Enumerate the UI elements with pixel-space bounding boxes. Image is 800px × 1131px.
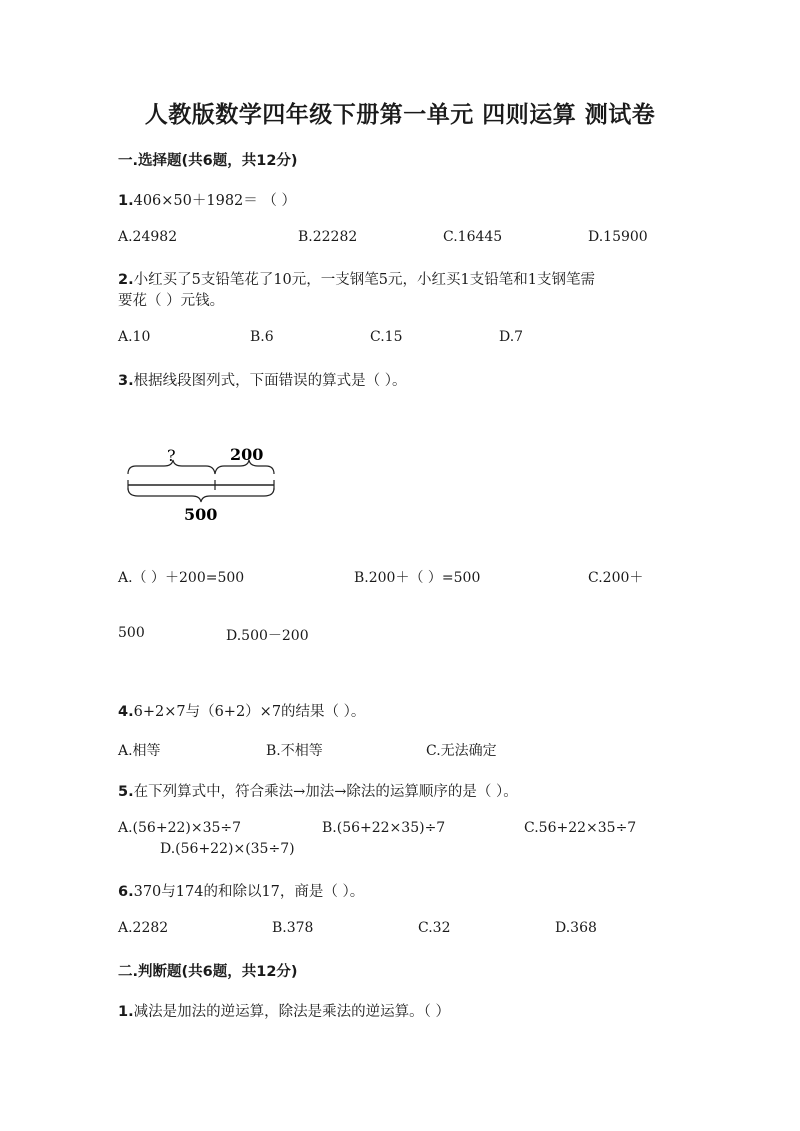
option-a: A.相等 xyxy=(118,743,161,759)
option-c-continued: 500 xyxy=(118,625,145,641)
option-d: D.500－200 xyxy=(226,628,309,644)
option-b: B.不相等 xyxy=(266,743,323,759)
total-brace xyxy=(128,488,274,502)
question-text: 6+2×7与（6+2）×7的结果（ ）。 xyxy=(133,704,366,720)
question-6 xyxy=(118,880,364,901)
option-d: D.15900 xyxy=(588,229,648,245)
option-c: C.32 xyxy=(418,920,451,936)
question-3 xyxy=(118,369,406,390)
page-title: 人教版数学四年级下册第一单元 四则运算 测试卷 xyxy=(144,102,656,128)
part-label: 200 xyxy=(230,445,264,464)
option-c: C.56+22×35÷7 xyxy=(524,820,637,836)
question-text: 减法是加法的逆运算，除法是乘法的逆运算。（ ） xyxy=(133,1004,450,1020)
question-number: 5. xyxy=(118,784,134,800)
question-number: 2. xyxy=(118,272,134,288)
question-number: 3. xyxy=(118,373,134,389)
total-label: 500 xyxy=(184,505,218,524)
option-b: B.22282 xyxy=(298,229,358,245)
option-a: A.2282 xyxy=(118,920,169,936)
option-b: B.(56+22×35)÷7 xyxy=(322,820,446,836)
question-text-line1: 小红买了5支铅笔花了10元，一支钢笔5元，小红买1支铅笔和1支钢笔需 xyxy=(133,272,595,288)
option-c: C.200＋ xyxy=(588,570,644,586)
question-number: 6. xyxy=(118,884,134,900)
option-d: D.(56+22)×(35÷7) xyxy=(160,841,295,857)
question-text-line2: 要花（ ）元钱。 xyxy=(118,293,225,309)
unknown-label: ? xyxy=(167,446,176,465)
question-5 xyxy=(118,780,518,801)
question-4 xyxy=(118,700,365,721)
option-b: B.378 xyxy=(272,920,314,936)
question-text: 406×50＋1982＝ （ ） xyxy=(133,193,297,209)
question-number: 1. xyxy=(118,193,134,209)
section-heading-judgment: 二.判断题(共6题，共12分) xyxy=(118,964,298,980)
line-segment-diagram xyxy=(120,440,290,526)
option-c: C.16445 xyxy=(443,229,503,245)
question-text: 370与174的和除以17，商是（ ）。 xyxy=(133,884,365,900)
section-heading-choice: 一.选择题(共6题，共12分) xyxy=(118,153,298,169)
option-c: C.15 xyxy=(370,329,403,345)
question-2 xyxy=(118,268,595,289)
question-text: 在下列算式中，符合乘法→加法→除法的运算顺序的是（ ）。 xyxy=(133,784,518,800)
question-number: 4. xyxy=(118,704,134,720)
question-number: 1. xyxy=(118,1004,134,1020)
option-b: B.200＋（ ）=500 xyxy=(354,570,481,586)
question-text: 根据线段图列式，下面错误的算式是（ ）。 xyxy=(133,373,407,389)
judgment-question-1 xyxy=(118,1000,450,1021)
option-c: C.无法确定 xyxy=(426,743,497,759)
option-a: A.10 xyxy=(118,329,151,345)
option-a: A.24982 xyxy=(118,229,178,245)
option-a: A.(56+22)×35÷7 xyxy=(118,820,242,836)
option-d: D.368 xyxy=(555,920,597,936)
option-d: D.7 xyxy=(499,329,524,345)
question-1 xyxy=(118,189,296,210)
option-b: B.6 xyxy=(250,329,274,345)
option-a: A.（ ）＋200=500 xyxy=(118,570,245,586)
